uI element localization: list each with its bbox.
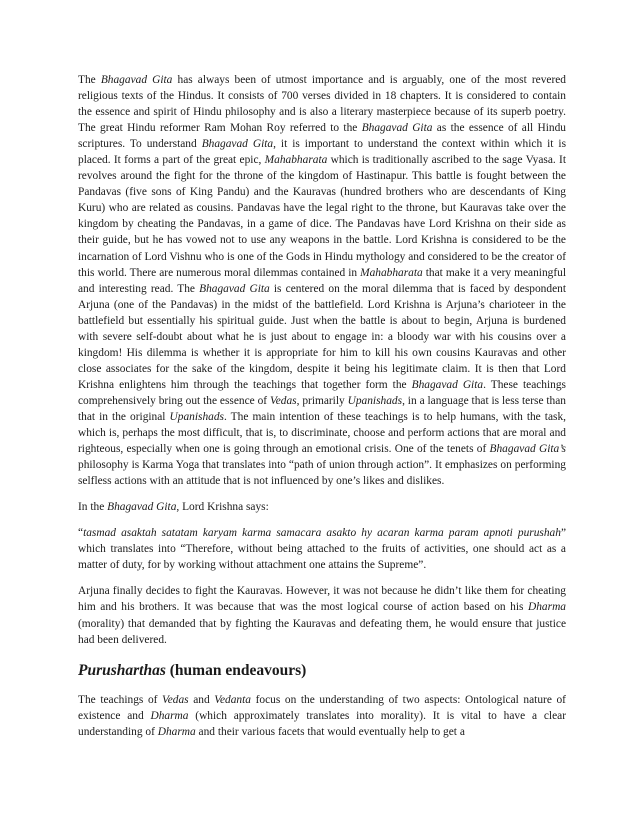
italic-term: tasmad asaktah satatam karyam karma samacara asakto hy acaran karma param apnoti purushah: [83, 527, 561, 540]
paragraph-purusharthas: [78, 692, 566, 740]
italic-term: Upanishads: [347, 394, 403, 407]
text-run: focus on the understanding of two aspects: Ontological nature of existence and: [78, 693, 566, 722]
paragraph-sanskrit-quote: [78, 525, 566, 573]
italic-term: Bhagavad Gita: [107, 501, 177, 514]
italic-term: Dharma: [157, 725, 196, 738]
italic-term: Vedanta: [214, 693, 251, 706]
text-run: and: [188, 693, 215, 706]
text-run: In the: [78, 501, 108, 514]
paragraph-krishna-says: [78, 499, 566, 515]
text-run: is centered on the moral dilemma that is faced by despondent Arjuna (one of the Pandavas) in the midst of the battlefield. Lord Krishna is Arjuna’s charioteer in the battlefield but essentially his spiritual guide. Just when the battle is about to begin, Arjuna is burdened with severe self-doubt about what he is just about to engage in: a bloody war with his cousins over a kingdom! His dilemma is whether it is appropriate for him to kill his own cousins Kauravas and other close associates for the sake of the kingdom, despite it being his legitimate claim. It is then that Lord Krishna enlightens him through the teachings that together form the: [78, 282, 566, 391]
section-heading-rest: (human endeavours): [165, 661, 307, 679]
text-run: . The main intention of these teachings is to help humans, with the task, which is, perhaps the most difficult, that is, to discriminate, choose and perform actions that are moral and righteous, especially when one is going through an emotional crisis. One of the tenets of: [78, 410, 566, 456]
italic-term: Bhagavad Gita: [199, 282, 270, 295]
text-run: , in a language that is less terse than that in the original: [78, 394, 567, 423]
paragraph-intro: [78, 72, 566, 489]
italic-term: Bhagavad Gita: [100, 74, 173, 86]
text-run: has always been of utmost importance and is arguably, one of the most revered religious texts of the Hindus. It consists of 700 verses divided in 18 chapters. It is considered to contain the essence and spirit of Hindu philosophy and is also a literary masterpiece because of its superb poetry. The great Hindu reformer Ram Mohan Roy referred to the: [78, 74, 566, 135]
section-heading: [78, 662, 566, 680]
italic-term: Bhagavad Gita’s: [489, 443, 566, 456]
text-run: philosophy is Karma Yoga that translates into “path of union through action”. It emphasizes on performing selfless actions with an attitude that is not influenced by one’s likes and dislikes.: [78, 459, 566, 488]
italic-term: Vedas: [162, 693, 189, 706]
text-run: and their various facets that would eventually help to get a: [195, 725, 465, 738]
section-heading-italic: Purusharthas: [78, 661, 166, 679]
text-run: as the essence of all Hindu scriptures. To understand: [78, 122, 566, 151]
italic-term: Vedas: [270, 394, 297, 407]
italic-term: Bhagavad Gita: [411, 378, 484, 391]
text-run: The teachings of: [78, 693, 163, 706]
text-run: , it is important to understand the context within which it is placed. It forms a part of the great epic,: [78, 138, 567, 167]
text-run: which is traditionally ascribed to the sage Vyasa. It revolves around the fight for the throne of the kingdom of Hastinapur. This battle is fought between the Pandavas (five sons of King Pandu) and the Kauravas (hundred brothers who are descendants of King Kuru) who are related as cousins. Pandavas have the legal right to the throne, but Kauravas take over the kingdom by cheating the Pandavas, in a game of dice. The Pandavas have Lord Krishna on their side as their guide, but he has vowed not to use any weapons in the battle. Lord Krishna is considered to be the incarnation of Lord Vishnu who is one of the Gods in Hindu mythology and considered to be the creator of this world. There are numerous moral dilemmas contained in: [78, 154, 566, 279]
text-run: “: [78, 527, 84, 540]
italic-term: Mahabharata: [360, 266, 423, 279]
italic-term: Bhagavad Gita: [361, 122, 433, 135]
text-run: , primarily: [296, 394, 348, 407]
italic-term: Bhagavad Gita: [201, 138, 274, 151]
document-page: [78, 72, 566, 740]
text-run: (morality) that demanded that by fighting the Kauravas and defeating them, he would ensure that justice had been delivered.: [78, 617, 566, 646]
text-run: The: [78, 74, 101, 86]
paragraph-arjuna-decision: [78, 583, 566, 647]
text-run: that make it a very meaningful and interesting read. The: [78, 266, 566, 295]
text-run: Arjuna finally decides to fight the Kauravas. However, it was not because he didn’t like them for cheating him and his brothers. It was because that was the most logical course of action based on his: [78, 585, 566, 614]
italic-term: Dharma: [150, 709, 189, 722]
text-run: , Lord Krishna says:: [176, 501, 269, 514]
italic-term: Dharma: [528, 601, 566, 614]
italic-term: Mahabharata: [264, 154, 328, 167]
text-run: . These teachings comprehensively bring out the essence of: [78, 378, 566, 407]
text-run: ” which translates into “Therefore, without being attached to the fruits of activities, one should act as a matter of duty, for by working without attachment one attains the Supreme”.: [78, 527, 566, 572]
italic-term: Upanishads: [169, 410, 224, 423]
text-run: (which approximately translates into morality). It is vital to have a clear understanding of: [78, 709, 566, 738]
